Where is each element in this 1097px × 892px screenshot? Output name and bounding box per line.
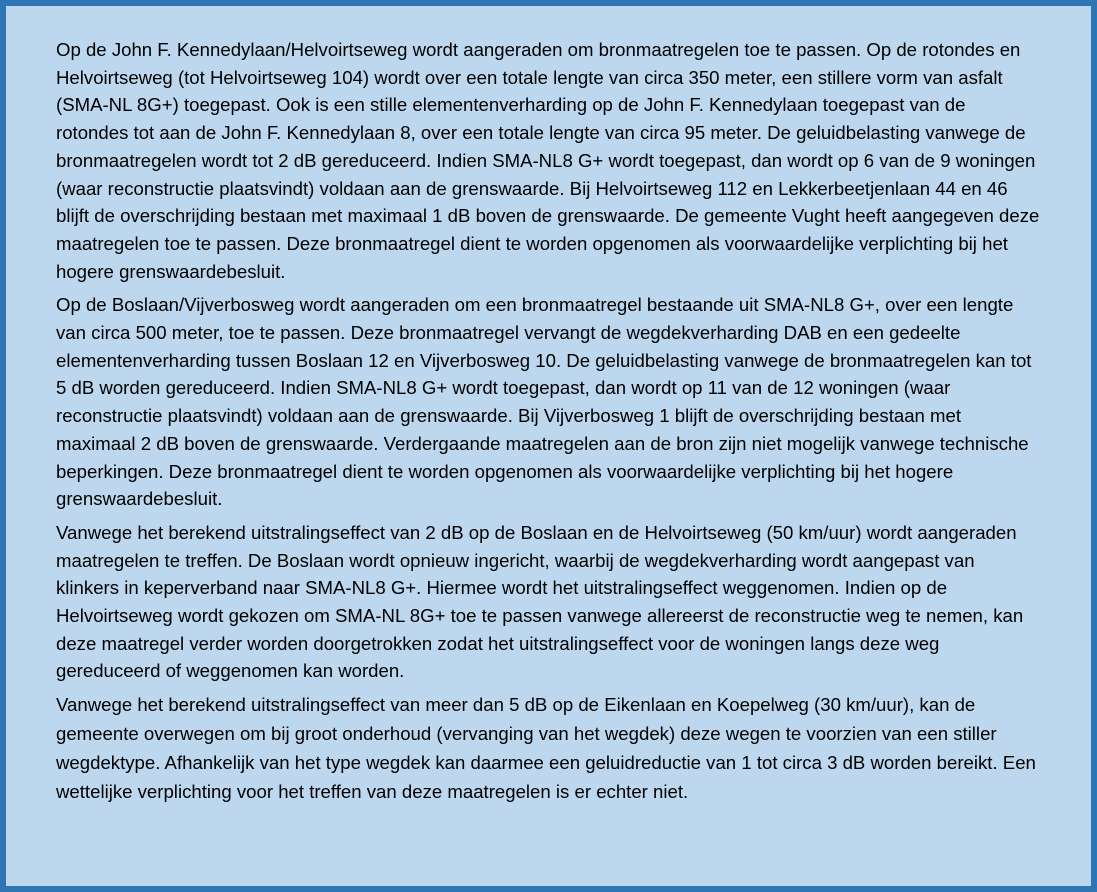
- paragraph-uitstraling-30: Vanwege het berekend uitstralingseffect van meer dan 5 dB op de Eikenlaan en Koepelweg (30 km/uur), kan de gemeente overwegen om bij groot onderhoud (vervanging van het wegdek) deze wegen te voorzien van een stiller wegdektype. Afhankelijk van het type wegdek kan daarmee een geluidreductie van 1 tot circa 3 dB worden bereikt. Een wettelijke verplichting voor het treffen van deze maatregelen is er echter niet.: [56, 694, 1036, 802]
- paragraph-kennedylaan: Op de John F. Kennedylaan/Helvoirtseweg wordt aangeraden om bronmaatregelen toe te passen. Op de rotondes en Helvoirtseweg (tot Helvoirtseweg 104) wordt over een totale lengte van circa 350 meter, een stillere vorm van asfalt (SMA-NL 8G+) toegepast. Ook is een stille elementenverharding op de John F. Kennedylaan toegepast van de rotondes tot aan de John F. Kennedylaan 8, over een totale lengte van circa 95 meter. De geluidbelasting vanwege de bronmaatregelen wordt tot 2 dB gereduceerd. Indien SMA-NL8 G+ wordt toegepast, dan wordt op 6 van de 9 woningen (waar reconstructie plaatsvindt) voldaan aan de grenswaarde. Bij Helvoirtseweg 112 en Lekkerbeetjenlaan 44 en 46 blijft de overschrijding bestaan met maximaal 1 dB boven de grenswaarde. De gemeente Vught heeft aangegeven deze maatregelen toe te passen. Deze bronmaatregel dient te worden opgenomen als voorwaardelijke verplichting bij het hogere grenswaardebesluit.: [56, 39, 1040, 282]
- paragraph-uitstraling-50: Vanwege het berekend uitstralingseffect van 2 dB op de Boslaan en de Helvoirtseweg (50 km/uur) wordt aangeraden maatregelen te treffen. De Boslaan wordt opnieuw ingericht, waarbij de wegdekverharding wordt aangepast van klinkers in keperverband naar SMA-NL8 G+. Hiermee wordt het uitstralingseffect weggenomen. Indien op de Helvoirtseweg wordt gekozen om SMA-NL 8G+ toe te passen vanwege allereerst de reconstructie weg te nemen, kan deze maatregel verder worden doorgetrokken zodat het uitstralingseffect voor de woningen langs deze weg gereduceerd of weggenomen kan worden.: [56, 521, 1024, 682]
- paragraph-boslaan: Op de Boslaan/Vijverbosweg wordt aangeraden om een bronmaatregel bestaande uit SMA-NL8 G+, over een lengte van circa 500 meter, toe te passen. Deze bronmaatregel vervangt de wegdekverharding DAB en een gedeelte elementenverharding tussen Boslaan 12 en Vijverbosweg 10. De geluidbelasting vanwege de bronmaatregelen kan tot 5 dB worden gereduceerd. Indien SMA-NL8 G+ wordt toegepast, dan wordt op 11 van de 12 woningen (waar reconstructie plaatsvindt) voldaan aan de grenswaarde. Bij Vijverbosweg 1 blijft de overschrijding bestaan met maximaal 2 dB boven de grenswaarde. Verdergaande maatregelen aan de bron zijn niet mogelijk vanwege technische beperkingen. Deze bronmaatregel dient te worden opgenomen als voorwaardelijke verplichting bij het hogere grenswaardebesluit.: [56, 294, 1032, 510]
